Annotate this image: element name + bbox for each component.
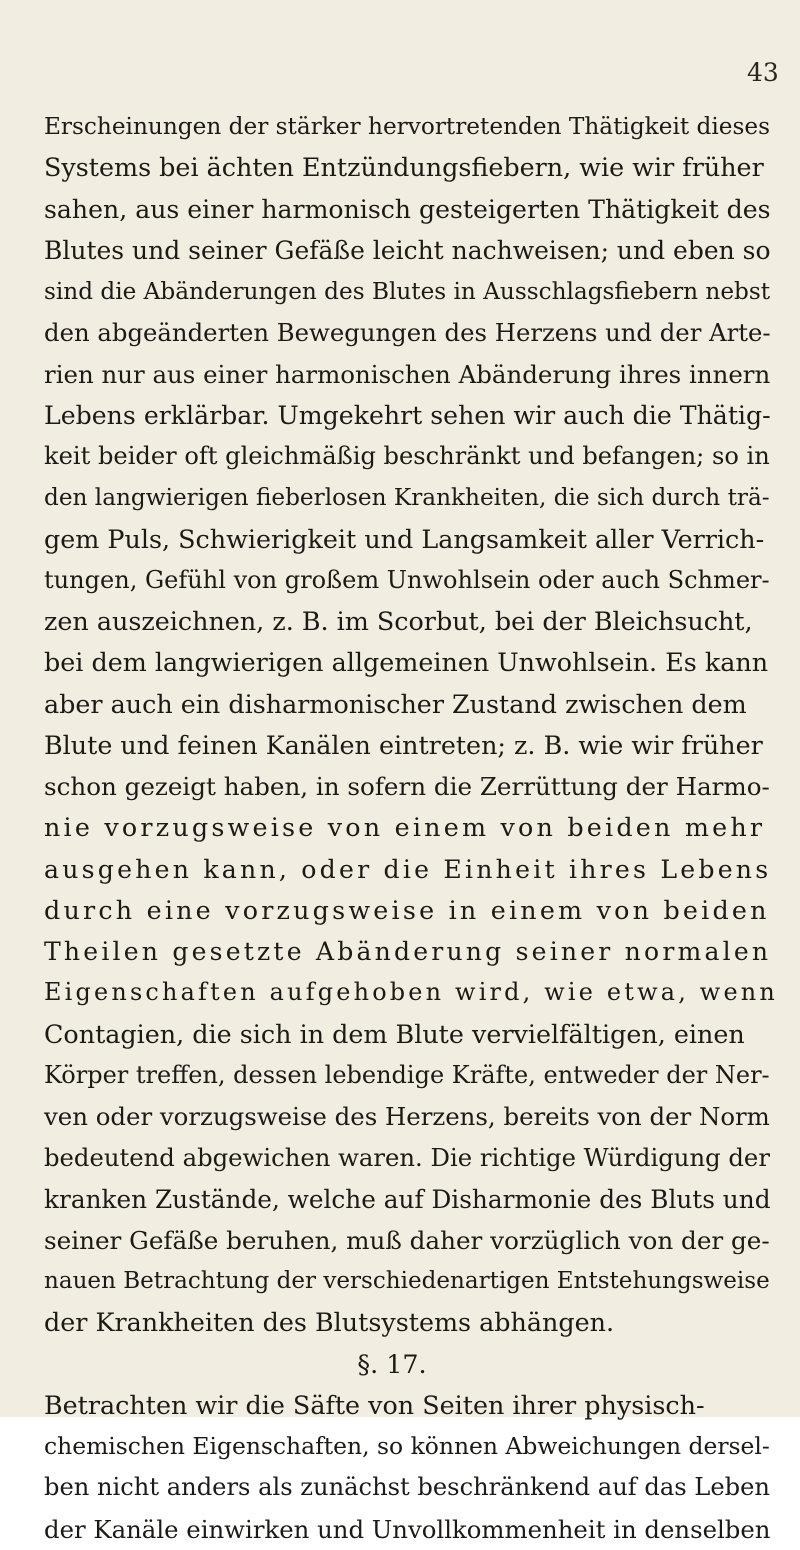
text-line: bei dem langwierigen allgemeinen Unwohlsein. Es kann — [44, 647, 769, 678]
text-line: Blute und feinen Kanälen eintreten; z. B. wie wir früher — [44, 729, 763, 760]
text-line: Lebens erklärbar. Umgekehrt sehen wir auch die Thätig- — [44, 400, 771, 430]
page-number: 43 — [747, 58, 779, 87]
text-line: nauen Betrachtung der verschiedenartigen Entstehungsweise — [44, 1268, 770, 1294]
text-line: Systems bei ächten Entzündungsfiebern, wie wir früher — [44, 152, 764, 183]
text-line: Erscheinungen der stärker hervortretenden Thätigkeit dieses — [44, 113, 771, 140]
text-line: schon gezeigt haben, in sofern die Zerrüttung der Harmo- — [44, 772, 770, 801]
text-line: Theilen gesetzte Abänderung seiner normalen — [44, 937, 772, 966]
text-line: aber auch ein disharmonischer Zustand zwischen dem — [44, 688, 747, 719]
text-line: rien nur aus einer harmonischen Abänderung ihres innern — [44, 359, 771, 389]
text-line: keit beider oft gleichmäßig beschränkt und befangen; so in — [44, 442, 770, 470]
text-line: den langwierigen fieberlosen Krankheiten, die sich durch trä- — [44, 484, 770, 512]
text-line: sind die Abänderungen des Blutes in Ausschlagsfiebern nebst — [44, 278, 771, 305]
text-line: nie vorzugsweise von einem von beiden mehr — [44, 812, 766, 843]
text-line: Blutes und seiner Gefäße leicht nachweisen; und eben so — [44, 235, 771, 265]
text-line: tungen, Gefühl von großem Unwohlsein oder auch Schmer- — [44, 565, 770, 594]
body-text — [44, 106, 778, 1550]
text-line: den abgeänderten Bewegungen des Herzens und der Arte- — [44, 318, 771, 348]
text-line: Betrachten wir die Säfte von Seiten ihrer physisch- — [44, 1389, 705, 1420]
text-line: der Kanäle einwirken und Unvollkommenheit in denselben — [44, 1514, 771, 1544]
text-line: Eigenschaften aufgehoben wird, wie etwa, wenn — [44, 978, 778, 1007]
text-line: chemischen Eigenschaften, so können Abweichungen dersel- — [44, 1432, 770, 1460]
text-line: ausgehen kann, oder die Einheit ihres Lebens — [44, 854, 772, 884]
text-line: ven oder vorzugsweise des Herzens, bereits von der Norm — [44, 1102, 770, 1131]
text-line: Körper treffen, dessen lebendige Kräfte, entweder der Ner- — [44, 1060, 770, 1089]
text-line: bedeutend abgewichen waren. Die richtige Würdigung der — [44, 1143, 770, 1173]
text-line: Contagien, die sich in dem Blute vervielfältigen, einen — [44, 1018, 745, 1049]
section-heading: §. 17. — [357, 1348, 427, 1379]
text-line: durch eine vorzugsweise in einem von beiden — [44, 894, 770, 925]
text-line: kranken Zustände, welche auf Disharmonie des Bluts und — [44, 1184, 771, 1214]
text-line: der Krankheiten des Blutsystems abhängen. — [44, 1307, 615, 1338]
text-line: ben nicht anders als zunächst beschränkend auf das Leben — [44, 1473, 770, 1502]
text-line: sahen, aus einer harmonisch gesteigerten Thätigkeit des — [44, 194, 771, 224]
text-line: gem Puls, Schwierigkeit und Langsamkeit aller Verrich- — [44, 523, 765, 554]
text-line: zen auszeichnen, z. B. im Scorbut, bei der Bleichsucht, — [44, 606, 753, 636]
text-line: seiner Gefäße beruhen, muß daher vorzüglich von der ge- — [44, 1225, 770, 1255]
